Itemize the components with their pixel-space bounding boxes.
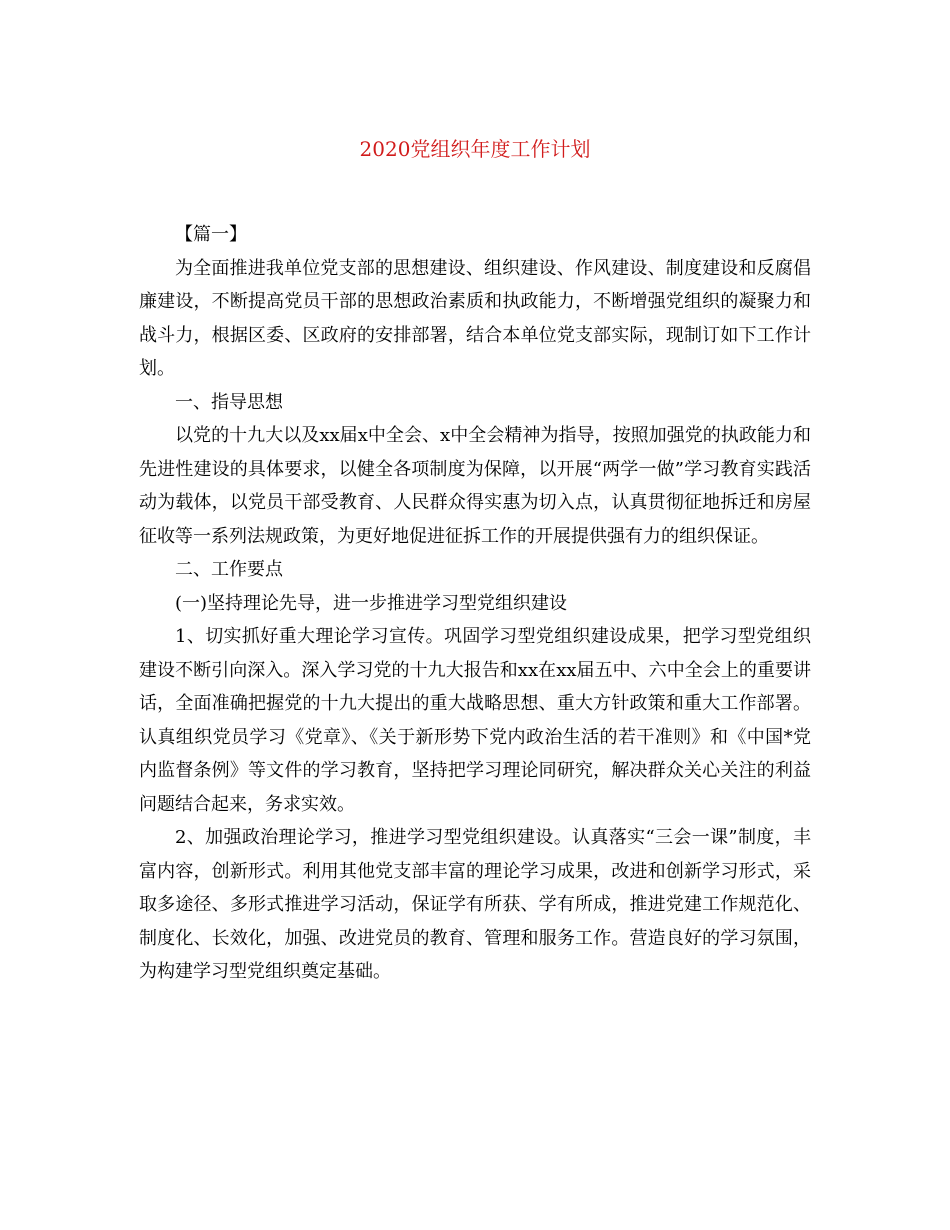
heading-guiding-ideology: 一、指导思想 xyxy=(175,391,283,413)
heading-work-points: 二、工作要点 xyxy=(175,559,283,580)
item-1-paragraph: 1、切实抓好重大理论学习宣传。巩固学习型党组织建设成果，把学习型党组织建设不断引向深入。深入学习党的十九大报告和xx在xx届五中、六中全会上的重要讲话，全面准确把握党的十九大提出的重大战略思想、重大方针政策和重大工作部署。认真组织党员学习《党章》、《关于新形势下党内政治生活的若干准则》和《中国*党内监督条例》等文件的学习教育，坚持把学习理论同研究，解决群众关心关注的利益问题结合起来，务求实效。 xyxy=(139,626,811,815)
section-tag: 【篇一】 xyxy=(175,224,247,245)
guiding-ideology-paragraph: 以党的十九大以及xx届x中全会、x中全会精神为指导，按照加强党的执政能力和先进性建设的具体要求，以健全各项制度为保障，以开展“两学一做”学习教育实践活动为载体，以党员干部受教育、人民群众得实惠为切入点，认真贯彻征地拆迁和房屋征收等一系列法规政策，为更好地促进征拆工作的开展提供强有力的组织保证。 xyxy=(139,425,811,547)
item-2-paragraph: 2、加强政治理论学习，推进学习型党组织建设。认真落实“三会一课”制度，丰富内容，创新形式。利用其他党支部丰富的理论学习成果，改进和创新学习形式，采取多途径、多形式推进学习活动，保证学有所获、学有所成，推进党建工作规范化、制度化、长效化，加强、改进党员的教育、管理和服务工作。营造良好的学习氛围，为构建学习型党组织奠定基础。 xyxy=(139,827,811,982)
intro-paragraph: 为全面推进我单位党支部的思想建设、组织建设、作风建设、制度建设和反腐倡廉建设，不断提高党员干部的思想政治素质和执政能力，不断增强党组织的凝聚力和战斗力，根据区委、区政府的安排部署，结合本单位党支部实际，现制订如下工作计划。 xyxy=(139,257,811,379)
subheading-theory-first: (一)坚持理论先导，进一步推进学习型党组织建设 xyxy=(175,592,568,614)
document-title: 2020党组织年度工作计划 xyxy=(359,137,591,161)
document-body xyxy=(139,218,811,989)
